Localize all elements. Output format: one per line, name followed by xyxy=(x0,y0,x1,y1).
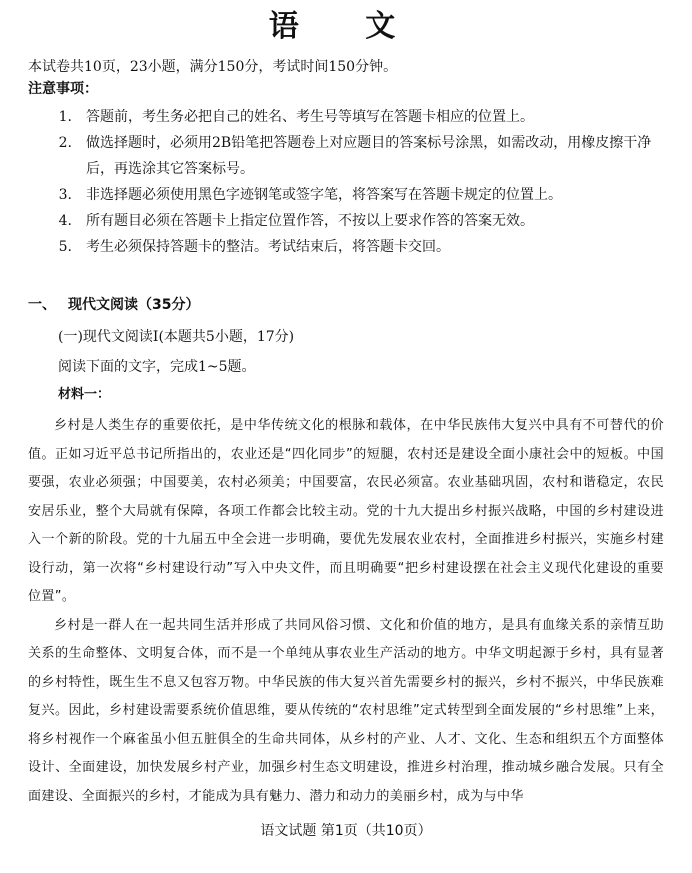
notice-list xyxy=(28,104,664,260)
article-paragraph: 乡村是一群人在一起共同生活并形成了共同风俗习惯、文化和价值的地方，是具有血缘关系的亲情互助关系的生命整体、文明复合体，而不是一个单纯从事农业生产活动的地方。中华文明起源于乡村，具有显著的乡村特性，既生生不息又包容万物。中华民族的伟大复兴首先需要乡村的振兴，乡村不振兴，中华民族难复兴。因此，乡村建设需要系统价值思维，要从传统的“农村思维”定式转型到全面发展的“乡村思维”上来，将乡村视作一个麻雀虽小但五脏俱全的生命共同体，从乡村的产业、人才、文化、生态和组织五个方面整体设计、全面建设，加快发展乡村产业，加强乡村生态文明建设，推进乡村治理，推动城乡融合发展。只有全面建设、全面振兴的乡村，才能成为具有魅力、潜力和动力的美丽乡村，成为与中华 xyxy=(28,617,664,804)
material-text xyxy=(28,412,664,811)
exam-intro: 本试卷共10页，23小题，满分150分，考试时间150分钟。 xyxy=(28,59,398,75)
notice-heading: 注意事项： xyxy=(28,81,98,97)
notice-number: 5. xyxy=(58,239,72,255)
notice-text: 非选择题必须使用黑色字迹钢笔或签字笔，将答案写在答题卡规定的位置上。 xyxy=(86,187,562,203)
notice-number: 4. xyxy=(58,213,72,229)
notice-number: 2. xyxy=(58,135,72,151)
notice-item xyxy=(28,208,664,234)
notice-item xyxy=(28,182,664,208)
notice-text: 所有题目必须在答题卡上指定位置作答，不按以上要求作答的答案无效。 xyxy=(86,213,534,229)
notice-item xyxy=(28,130,664,182)
material-label: 材料一： xyxy=(58,387,111,402)
section-heading xyxy=(28,294,664,316)
section-number: 一、 xyxy=(28,297,56,313)
article-paragraph: 乡村是人类生存的重要依托，是中华传统文化的根脉和载体，在中华民族伟大复兴中具有不可替代的价值。正如习近平总书记所指出的，农业还是“四化同步”的短腿，农村还是建设全面小康社会中的短板。中国要强，农业必须强；中国要美，农村必须美；中国要富，农民必须富。农业基础巩固，农村和谐稳定，农民安居乐业，整个大局就有保障，各项工作都会比较主动。党的十九大提出乡村振兴战略，中国的乡村建设进入一个新的阶段。党的十九届五中全会进一步明确，要优先发展农业农村，全面推进乡村振兴，实施乡村建设行动，第一次将“乡村建设行动”写入中央文件，而且明确要“把乡村建设摆在社会主义现代化建设的重要位置”。 xyxy=(28,418,664,604)
notice-item xyxy=(28,234,664,260)
notice-number: 1. xyxy=(58,109,72,125)
notice-item xyxy=(28,104,664,130)
reading-instruction: 阅读下面的文字，完成1~5题。 xyxy=(58,359,256,375)
notice-text: 答题前，考生务必把自己的姓名、考生号等填写在答题卡相应的位置上。 xyxy=(86,109,534,125)
page-footer: 语文试题 第1页（共10页） xyxy=(260,823,432,839)
notice-text: 做选择题时，必须用2B铅笔把答题卷上对应题目的答案标号涂黑，如需改动，用橡皮擦干净后，再选涂其它答案标号。 xyxy=(86,135,652,177)
subsection-heading: (一)现代文阅读Ⅰ(本题共5小题，17分) xyxy=(58,329,295,345)
section-title: 现代文阅读（35分） xyxy=(68,297,200,313)
notice-number: 3. xyxy=(58,187,72,203)
exam-title: 语 文 xyxy=(268,9,424,44)
notice-text: 考生必须保持答题卡的整洁。考试结束后，将答题卡交回。 xyxy=(86,239,450,255)
